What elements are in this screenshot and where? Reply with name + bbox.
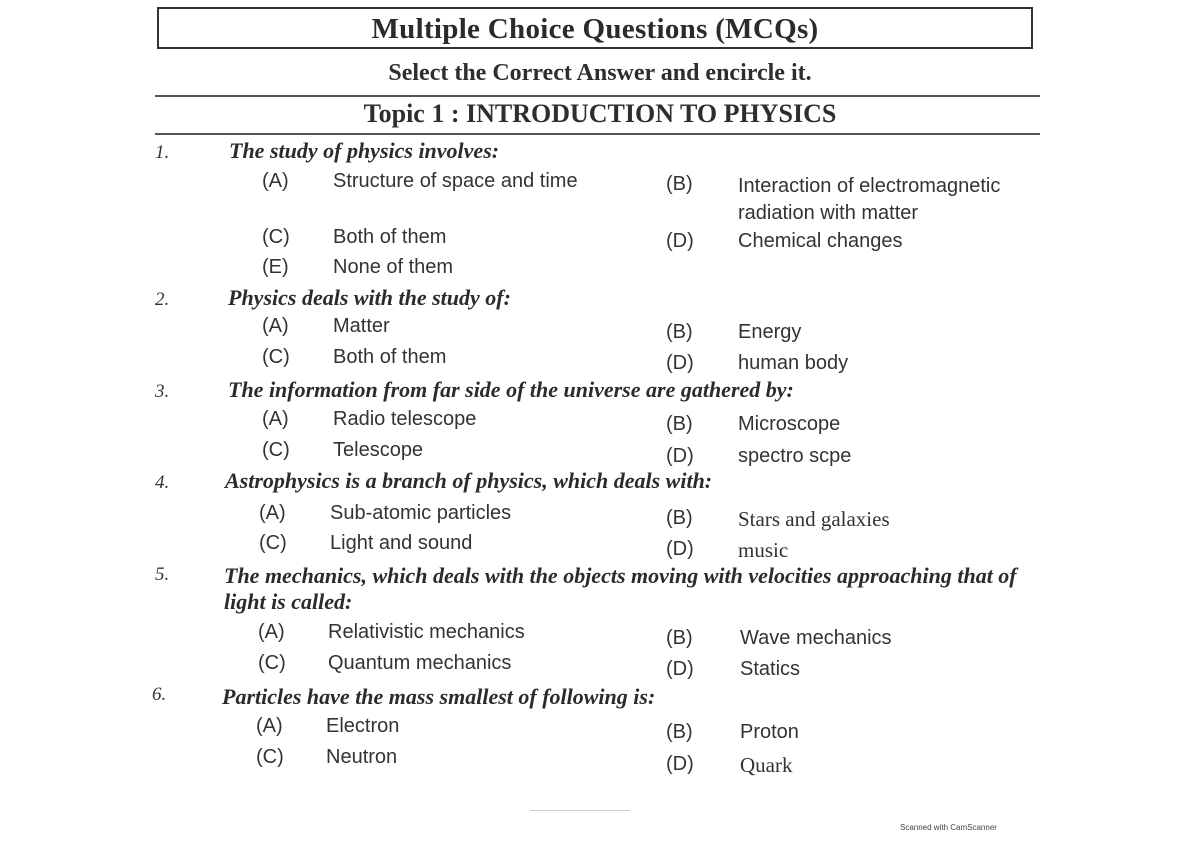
option-letter-e: (E) <box>262 256 289 278</box>
option-text-c[interactable]: Light and sound <box>330 532 473 554</box>
topic-heading: Topic 1 : INTRODUCTION TO PHYSICS <box>363 99 837 128</box>
option-text-b[interactable]: Microscope <box>738 413 841 435</box>
option-letter-d: (D) <box>666 753 694 775</box>
option-letter-b: (B) <box>666 507 693 529</box>
instruction-text: Select the Correct Answer and encircle it. <box>388 60 812 86</box>
option-letter-b: (B) <box>666 173 693 195</box>
option-text-c[interactable]: Neutron <box>326 746 398 768</box>
question-number: 4. <box>155 472 170 493</box>
option-letter-c: (C) <box>262 226 290 248</box>
option-letter-c: (C) <box>262 439 290 461</box>
option-letter-a: (A) <box>256 715 283 737</box>
option-letter-a: (A) <box>262 315 289 337</box>
question-number: 6. <box>152 684 167 705</box>
option-text-b[interactable]: Proton <box>740 721 799 743</box>
option-text-b[interactable]: Stars and galaxies <box>738 507 890 531</box>
option-text-d[interactable]: Quark <box>740 753 793 777</box>
option-text-b[interactable]: Energy <box>738 321 802 343</box>
option-text-c[interactable]: Both of them <box>333 226 447 248</box>
title-box <box>157 7 1033 49</box>
option-text-a[interactable]: Relativistic mechanics <box>328 621 525 643</box>
option-letter-d: (D) <box>666 230 694 252</box>
option-text-c[interactable]: Quantum mechanics <box>328 652 512 674</box>
option-letter-b: (B) <box>666 321 693 343</box>
question-text: The mechanics, which deals with the objects moving with velocities approaching that of light is called: <box>224 563 1017 614</box>
divider-bottom <box>155 133 1040 135</box>
divider-top <box>155 95 1040 97</box>
option-text-c[interactable]: Both of them <box>333 346 447 368</box>
option-letter-c: (C) <box>256 746 284 768</box>
option-letter-a: (A) <box>259 502 286 524</box>
option-text-a[interactable]: Matter <box>333 315 390 337</box>
scanner-watermark: Scanned with CamScanner <box>900 823 997 832</box>
option-text-a[interactable]: Radio telescope <box>333 408 477 430</box>
option-letter-c: (C) <box>259 532 287 554</box>
option-letter-d: (D) <box>666 445 694 467</box>
option-letter-c: (C) <box>258 652 286 674</box>
option-letter-a: (A) <box>262 408 289 430</box>
option-letter-b: (B) <box>666 413 693 435</box>
option-text-a[interactable]: Sub-atomic particles <box>330 502 512 524</box>
option-text-d[interactable]: human body <box>738 352 849 374</box>
faint-scan-line <box>530 810 630 811</box>
option-text-d[interactable]: Statics <box>740 658 801 680</box>
question-number: 3. <box>155 381 170 402</box>
option-letter-a: (A) <box>258 621 285 643</box>
question-number: 1. <box>155 142 170 163</box>
question-number: 2. <box>155 289 170 310</box>
option-text-d[interactable]: Chemical changes <box>738 230 903 252</box>
option-letter-b: (B) <box>666 627 693 649</box>
page-title: Multiple Choice Questions (MCQs) <box>371 13 819 45</box>
option-text-b[interactable]: Wave mechanics <box>740 627 892 649</box>
option-text-a[interactable]: Electron <box>326 715 400 737</box>
question-text: Physics deals with the study of: <box>228 285 511 310</box>
option-text-e[interactable]: None of them <box>333 256 454 278</box>
question-text: The study of physics involves: <box>229 138 500 163</box>
option-letter-a: (A) <box>262 170 289 192</box>
option-text-d[interactable]: music <box>738 538 789 562</box>
option-letter-d: (D) <box>666 538 694 560</box>
option-text-d[interactable]: spectro scpe <box>738 445 852 467</box>
option-text-a[interactable]: Structure of space and time <box>333 170 578 192</box>
option-letter-d: (D) <box>666 658 694 680</box>
option-letter-c: (C) <box>262 346 290 368</box>
question-text: The information from far side of the universe are gathered by: <box>228 377 794 402</box>
option-letter-b: (B) <box>666 721 693 743</box>
option-text-b[interactable]: Interaction of electromagnetic radiation with matter <box>738 175 1001 224</box>
question-number: 5. <box>155 564 170 585</box>
option-text-c[interactable]: Telescope <box>333 439 424 461</box>
question-text: Astrophysics is a branch of physics, which deals with: <box>225 468 713 493</box>
question-text: Particles have the mass smallest of following is: <box>222 684 656 709</box>
option-letter-d: (D) <box>666 352 694 374</box>
